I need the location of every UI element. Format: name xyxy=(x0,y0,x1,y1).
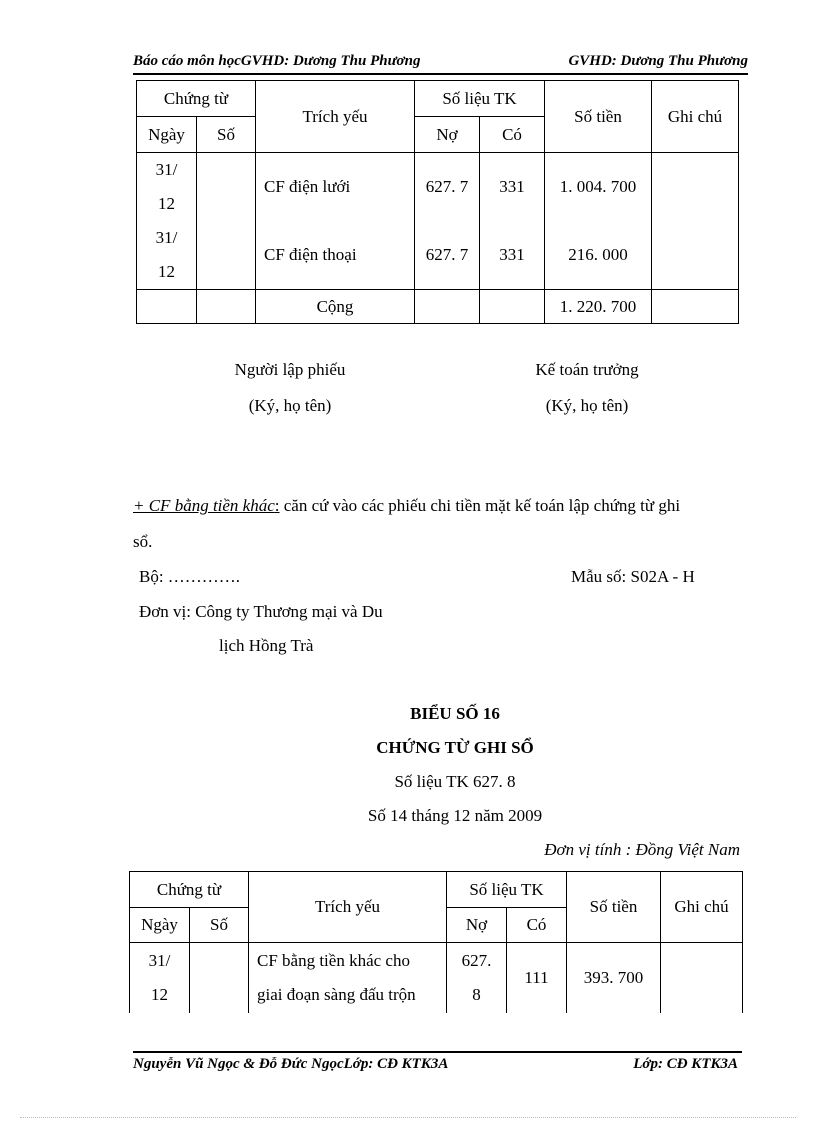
ghi-chu-cell xyxy=(661,943,743,1013)
page-header-right: GVHD: Dương Thu Phương xyxy=(568,53,748,69)
don-vi-line1: Đơn vị: Công ty Thương mại và Du xyxy=(139,602,383,621)
co-1: 331 xyxy=(499,177,525,196)
ngay-1a: 31/ xyxy=(155,160,178,179)
signature-right-title: Kế toán trưởng xyxy=(535,360,639,379)
so-cell xyxy=(190,943,249,1013)
total-row xyxy=(137,290,739,324)
ngay-1b: 12 xyxy=(158,194,175,213)
col-so-tien: Số tiền xyxy=(567,872,661,943)
signature-left-sub: (Ký, họ tên) xyxy=(248,396,332,415)
so-cell xyxy=(197,153,256,290)
page-header-left: Báo cáo môn họcGVHD: Dương Thu Phương xyxy=(133,53,421,69)
mau-so-label: Mẫu số: S02A - H xyxy=(571,567,695,586)
total-amount: 1. 220. 700 xyxy=(545,290,652,324)
footer-rule xyxy=(133,1051,742,1053)
table-row xyxy=(137,153,739,290)
col-ngay: Ngày xyxy=(137,117,197,153)
paragraph-line1 xyxy=(133,496,745,516)
signature-right-sub: (Ký, họ tên) xyxy=(545,396,629,415)
paragraph-line2: sổ. xyxy=(133,532,153,551)
col-trich-yeu: Trích yếu xyxy=(256,81,415,153)
col-so-lieu-tk: Số liệu TK xyxy=(447,872,567,908)
trich-yeu-a: CF bằng tiền khác cho xyxy=(257,950,410,970)
trich-yeu-2: CF điện thoại xyxy=(264,245,357,264)
paragraph-lead: + CF bằng tiền khác xyxy=(133,496,275,515)
col-co: Có xyxy=(507,908,567,943)
no-b: 8 xyxy=(472,984,481,1004)
bieu-so-title: BIỂU SỐ 16 xyxy=(410,704,500,723)
so-lieu-title: Số liệu TK 627. 8 xyxy=(394,772,516,791)
col-chung-tu: Chứng từ xyxy=(137,81,256,117)
col-ghi-chu: Ghi chú xyxy=(652,81,739,153)
total-label: Cộng xyxy=(256,290,415,324)
so-tien-2: 216. 000 xyxy=(568,245,628,264)
table-row xyxy=(130,943,743,1013)
col-so: Số xyxy=(190,908,249,943)
header-rule xyxy=(133,73,748,75)
col-so-tien: Số tiền xyxy=(545,81,652,153)
ngay-2a: 31/ xyxy=(155,228,178,247)
col-ghi-chu: Ghi chú xyxy=(661,872,743,943)
trich-yeu-b: giai đoạn sàng đấu trộn xyxy=(257,984,416,1004)
ngay-2b: 12 xyxy=(158,262,175,281)
no-2: 627. 7 xyxy=(425,245,469,264)
trich-yeu-1: CF điện lưới xyxy=(264,177,351,196)
paragraph-colon: : xyxy=(274,496,280,515)
no-1: 627. 7 xyxy=(425,177,469,196)
page-footer-right: Lớp: CĐ KTK3A xyxy=(633,1056,738,1072)
voucher-table-2 xyxy=(129,871,743,1013)
paragraph-rest: căn cứ vào các phiếu chi tiền mặt kế toán lập chứng từ ghi xyxy=(279,496,681,515)
so-tien-1: 1. 004. 700 xyxy=(559,177,637,196)
signature-left-title: Người lập phiếu xyxy=(234,360,346,379)
voucher-table-1 xyxy=(136,80,739,324)
no-a: 627. xyxy=(461,950,492,970)
chung-tu-title: CHỨNG TỪ GHI SỔ xyxy=(376,738,534,757)
col-so-lieu-tk: Số liệu TK xyxy=(415,81,545,117)
co-2: 331 xyxy=(499,245,525,264)
so-ngay-title: Số 14 tháng 12 năm 2009 xyxy=(367,806,543,825)
page-footer-left: Nguyễn Vũ Ngọc & Đỗ Đức NgọcLớp: CĐ KTK3A xyxy=(133,1056,449,1072)
col-no: Nợ xyxy=(447,908,507,943)
don-vi-line2: lịch Hồng Trà xyxy=(219,636,314,655)
col-chung-tu: Chứng từ xyxy=(130,872,249,908)
ngay-b: 12 xyxy=(151,984,168,1004)
don-vi-tinh: Đơn vị tính : Đồng Việt Nam xyxy=(544,840,740,859)
col-so: Số xyxy=(197,117,256,153)
col-ngay: Ngày xyxy=(130,908,190,943)
col-co: Có xyxy=(480,117,545,153)
col-trich-yeu: Trích yếu xyxy=(249,872,447,943)
page-bottom-divider xyxy=(20,1117,796,1118)
col-no: Nợ xyxy=(415,117,480,153)
bo-label: Bộ: …………. xyxy=(139,567,241,586)
co-cell: 111 xyxy=(507,943,567,1013)
ghi-chu-cell xyxy=(652,153,739,290)
ngay-a: 31/ xyxy=(148,950,171,970)
so-tien-cell: 393. 700 xyxy=(567,943,661,1013)
